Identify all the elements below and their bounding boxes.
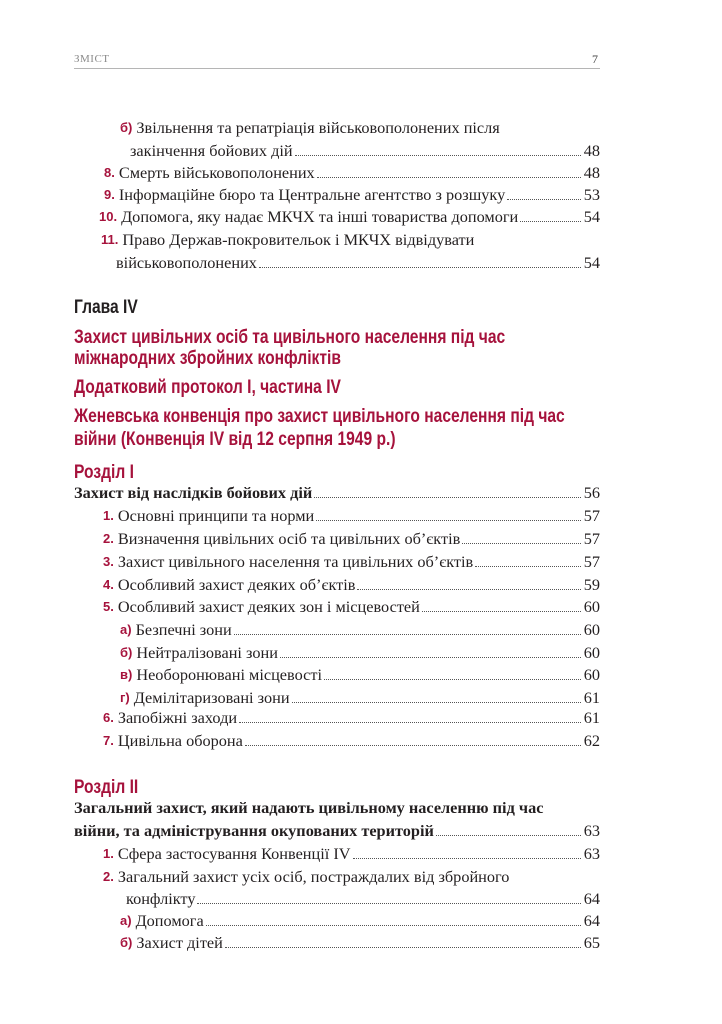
entry-text: Загальний захист, який надають цивільному населенню під час [74,798,544,817]
entry-page: 57 [583,529,600,548]
toc-entry[interactable] [103,504,600,526]
entry-num: б) [120,645,133,660]
entry-text: Право Держав-покровительок і МКЧХ відвідувати [122,230,475,249]
entry-page: 56 [583,483,600,502]
entry-page: 48 [583,141,600,160]
chapter-title: міжнародних збройних конфліктів [74,347,341,369]
entry-page: 63 [583,821,600,840]
dot-leader [507,199,581,200]
toc-entry[interactable] [103,729,600,751]
dot-leader [436,835,581,836]
toc-entry[interactable] [103,527,600,549]
running-header [74,52,600,69]
toc-entry[interactable] [103,595,600,617]
entry-text: війни, та адміністрування окупованих територій [74,821,434,840]
entry-num: 8. [104,165,115,180]
dot-leader [475,566,580,567]
dot-leader [239,722,581,723]
toc-entry[interactable] [103,550,600,572]
entry-text: Загальний захист усіх осіб, постраждалих від збройного [117,867,510,886]
dot-leader [245,745,581,746]
entry-text: Звільнення та репатріація військовополонених після [136,118,500,137]
chapter-label: Глава IV [74,296,138,318]
entry-num: 7. [103,733,114,748]
entry-page: 61 [583,688,600,707]
entry-page: 64 [583,911,600,930]
dot-leader [317,177,581,178]
entry-num: б) [120,120,133,135]
entry-text: Допомога [135,911,204,930]
entry-text: Допомога, яку надає МКЧХ та інші товариства допомоги [121,207,519,226]
entry-num: 3. [103,554,114,569]
toc-entry[interactable] [103,865,600,887]
header-section: ЗМІСТ [74,53,110,65]
entry-num: 6. [103,710,114,725]
entry-num: г) [120,690,130,705]
entry-text: Необоронювані місцевості [136,665,323,684]
entry-page: 54 [583,207,600,226]
entry-page: 62 [583,731,600,750]
section-label: Розділ I [74,461,134,483]
entry-num: 10. [99,209,118,224]
dot-leader [324,679,581,680]
dot-leader [225,947,581,948]
entry-num: а) [120,622,132,637]
entry-page: 54 [583,253,600,272]
toc-entry[interactable] [120,618,600,640]
entry-num: 1. [103,846,114,861]
entry-page: 64 [583,889,600,908]
entry-num: 11. [101,232,119,247]
dot-leader [353,858,581,859]
toc-entry[interactable] [101,228,600,250]
entry-page: 61 [583,708,600,727]
entry-text: Захист дітей [136,933,223,952]
toc-entry[interactable] [103,842,600,864]
entry-text: Безпечні зони [135,620,232,639]
entry-page: 60 [583,665,600,684]
convention-title: Женевська конвенція про захист цивільного населення під час [74,405,565,427]
entry-text: закінчення бойових дій [130,141,293,160]
toc-entry[interactable] [120,686,600,708]
toc-entry-cont[interactable] [116,251,600,273]
entry-text: Смерть військовополонених [118,163,315,182]
toc-entry[interactable] [104,183,600,205]
entry-num: 2. [103,531,114,546]
entry-num: в) [120,667,133,682]
dot-leader [295,155,581,156]
toc-entry[interactable] [120,641,600,663]
section-title-cont[interactable] [74,819,600,841]
protocol-title: Додатковий протокол I, частина IV [74,376,341,398]
entry-page: 65 [583,933,600,952]
entry-num: 9. [104,187,115,202]
dot-leader [462,543,580,544]
entry-num: б) [120,935,133,950]
toc-entry[interactable] [103,573,600,595]
entry-page: 63 [583,844,600,863]
entry-num: 2. [103,869,114,884]
entry-page: 60 [583,620,600,639]
entry-page: 60 [583,597,600,616]
entry-text: Інформаційне бюро та Центральне агентство з розшуку [118,185,506,204]
toc-entry[interactable] [103,706,600,728]
dot-leader [357,589,580,590]
dot-leader [206,925,581,926]
entry-text: Захист цивільного населення та цивільних об’єктів [117,552,474,571]
entry-num: 1. [103,508,114,523]
entry-text: Сфера застосування Конвенції IV [117,844,351,863]
entry-page: 57 [583,552,600,571]
entry-page: 48 [583,163,600,182]
entry-num: а) [120,913,132,928]
convention-title: війни (Конвенція IV від 12 серпня 1949 р.) [74,428,396,450]
entry-text: Нейтралізовані зони [136,643,278,662]
entry-text: Особливий захист деяких об’єктів [117,575,356,594]
dot-leader [280,657,581,658]
page-number: 7 [592,52,598,66]
toc-entry-cont[interactable] [130,139,600,161]
section-label: Розділ II [74,776,139,798]
entry-text: Особливий захист деяких зон і місцевостей [117,597,420,616]
entry-page: 53 [583,185,600,204]
entry-num: 4. [103,577,114,592]
dot-leader [234,634,581,635]
dot-leader [422,611,581,612]
section-title[interactable] [74,796,600,818]
toc-entry[interactable] [120,931,600,953]
dot-leader [259,267,581,268]
entry-page: 57 [583,506,600,525]
dot-leader [292,702,581,703]
dot-leader [314,497,580,498]
dot-leader [316,520,580,521]
entry-text: військовополонених [116,253,257,272]
toc-entry[interactable] [120,663,600,685]
toc-entry[interactable] [99,205,600,227]
entry-page: 60 [583,643,600,662]
chapter-title: Захист цивільних осіб та цивільного населення під час [74,326,506,348]
entry-page: 59 [583,575,600,594]
entry-text: Основні принципи та норми [117,506,315,525]
entry-text: конфлікту [126,889,196,908]
entry-num: 5. [103,599,114,614]
section-title[interactable] [74,481,600,503]
toc-entry[interactable] [120,909,600,931]
dot-leader [197,903,580,904]
entry-text: Цивільна оборона [117,731,243,750]
dot-leader [520,221,580,222]
toc-entry[interactable] [120,116,600,138]
entry-text: Демілітаризовані зони [133,688,290,707]
entry-text: Визначення цивільних осіб та цивільних об’єктів [117,529,461,548]
toc-entry-cont[interactable] [126,887,600,909]
toc-entry[interactable] [104,161,600,183]
entry-text: Запобіжні заходи [117,708,238,727]
entry-text: Захист від наслідків бойових дій [74,483,313,502]
